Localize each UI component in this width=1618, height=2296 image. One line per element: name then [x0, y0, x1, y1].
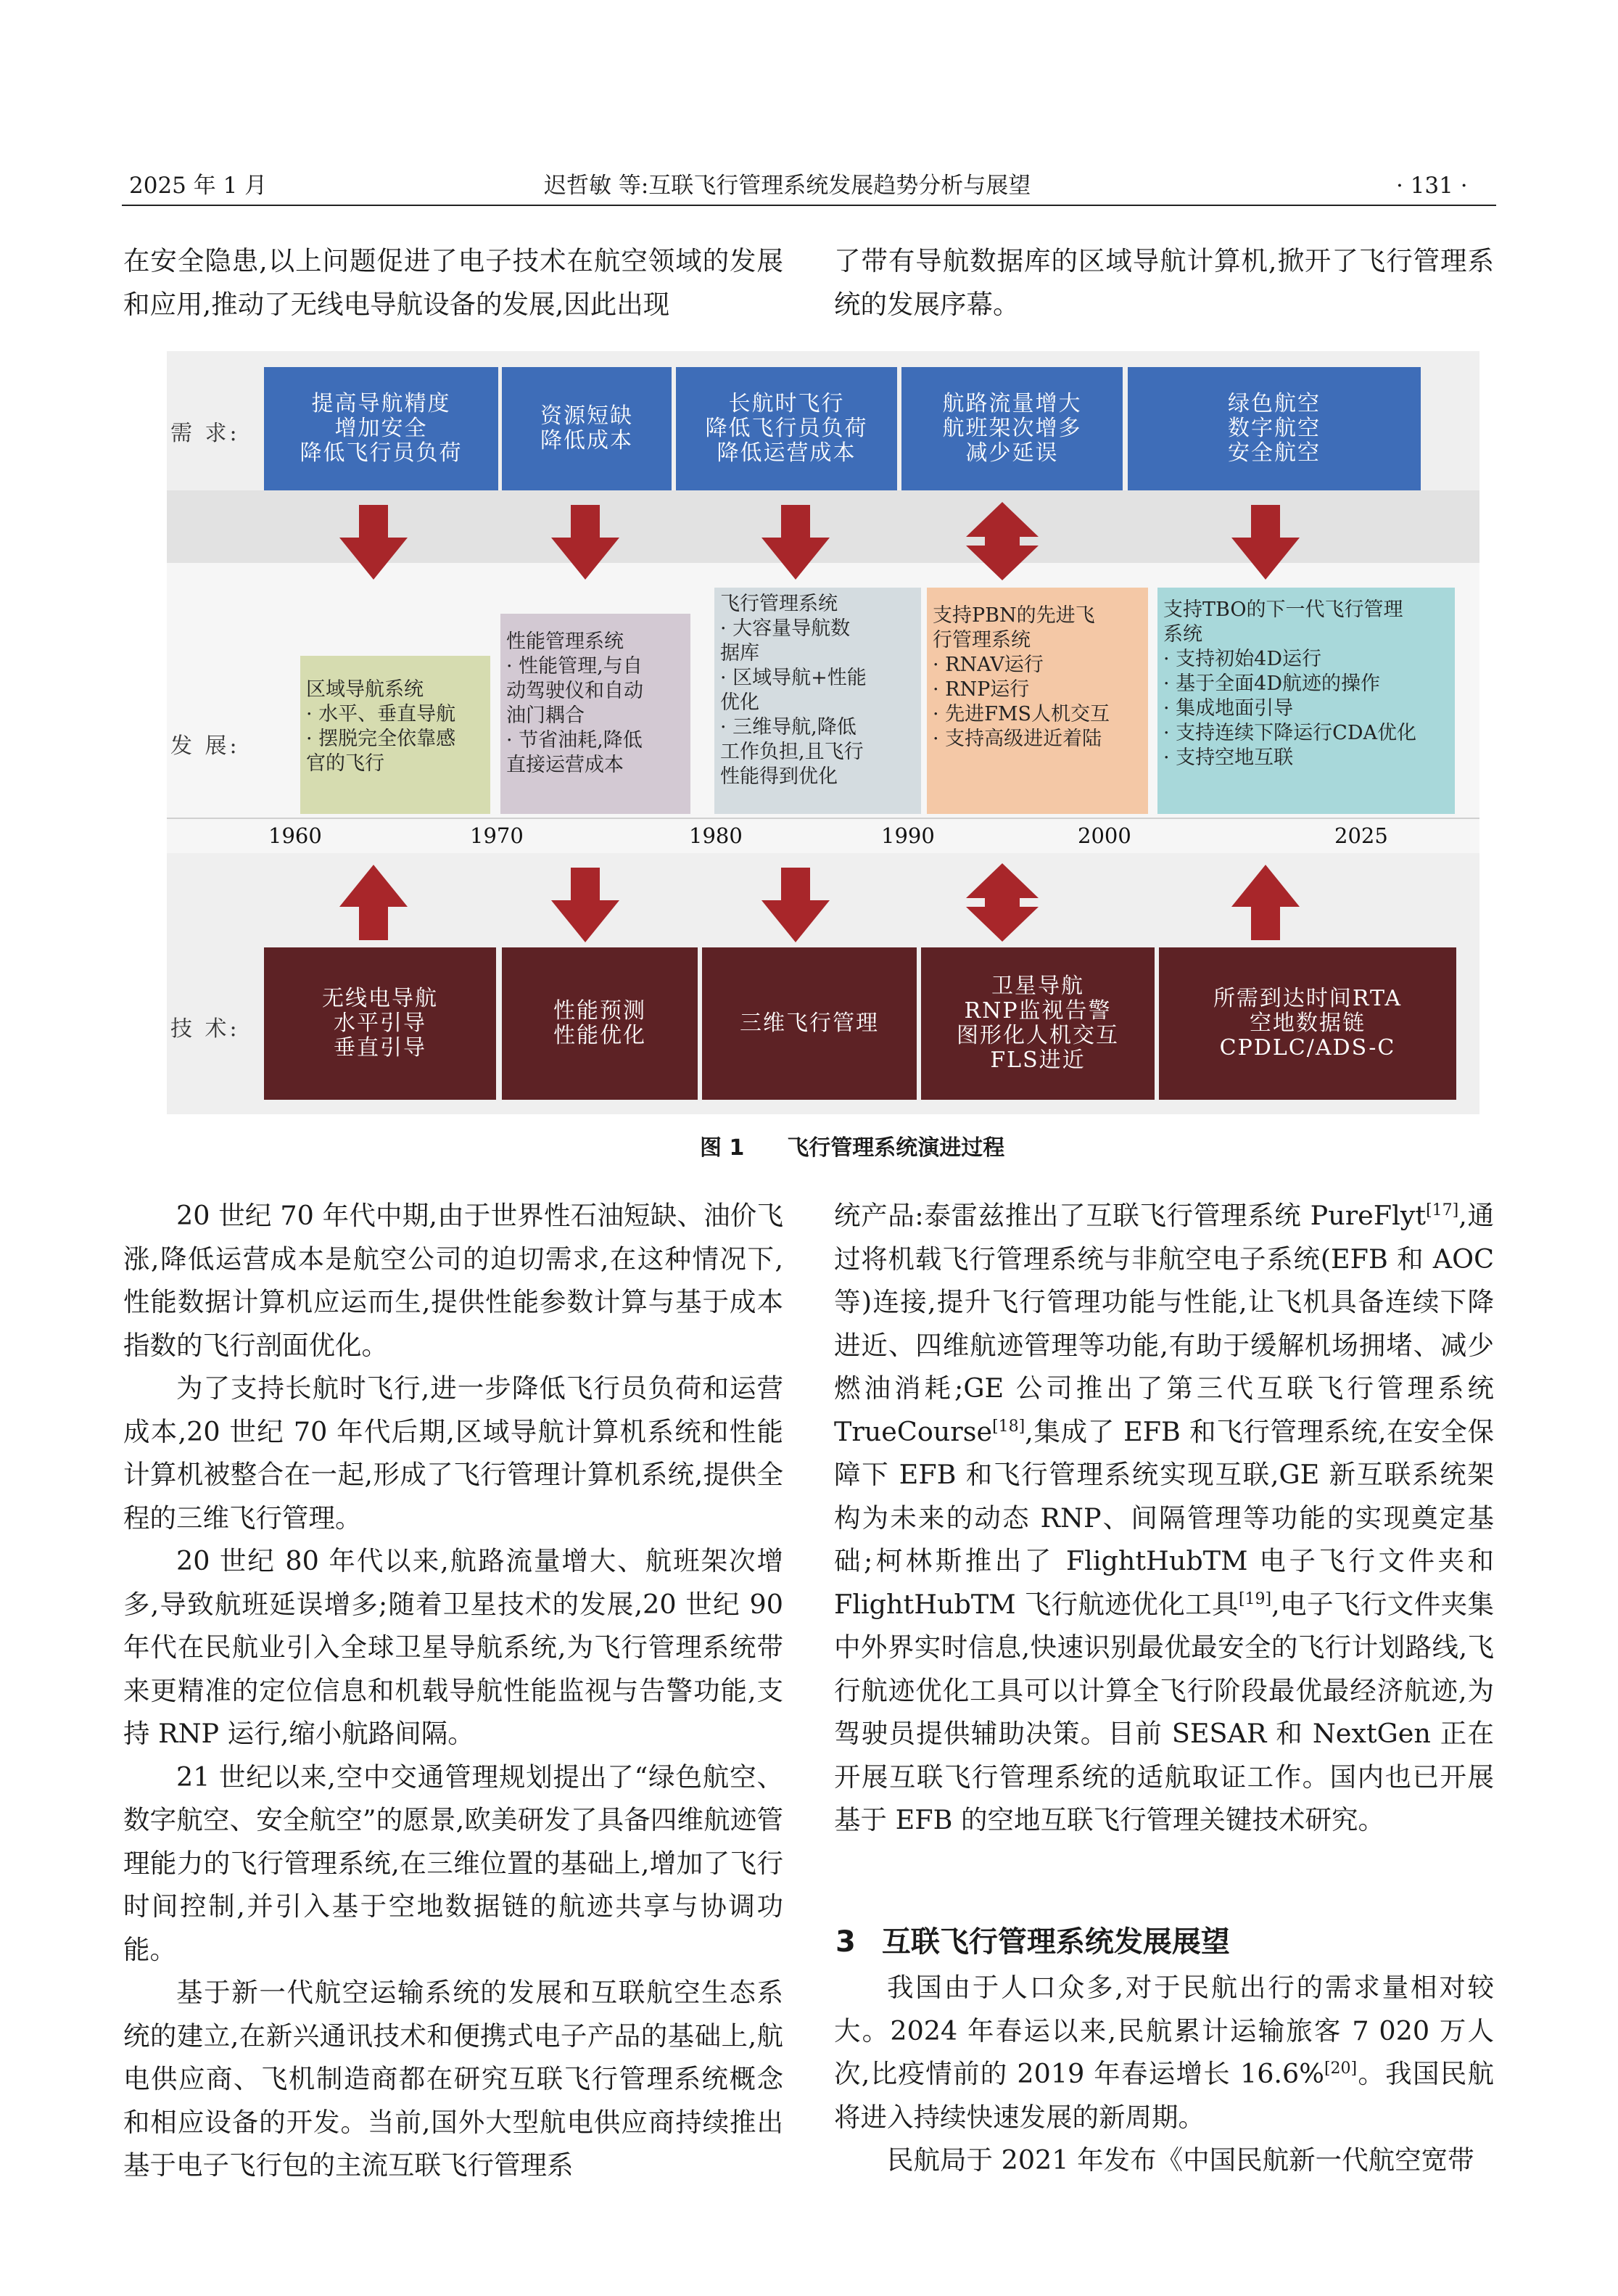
- tech-box-5: 所需到达时间RTA 空地数据链 CPDLC/ADS-C: [1159, 947, 1456, 1100]
- arrow-down-2: [551, 505, 619, 580]
- arrow-up-1: [339, 865, 408, 940]
- right-column: [834, 1194, 1494, 1842]
- tech-box-2: 性能预测 性能优化: [502, 947, 698, 1100]
- page-number: · 131 ·: [1396, 173, 1468, 199]
- header-date: 2025 年 1 月: [129, 173, 268, 199]
- need-box-2: 资源短缺 降低成本: [502, 367, 672, 490]
- right-p1-part-c: ,集成了 EFB 和飞行管理系统,在安全保障下 EFB 和飞行管理系统实现互联,GE 新互联系统架构为未来的动态 RNP、间隔管理等功能的实现奠定基础;柯林斯推出了 FlightHubTM 电子飞行文件夹和 FlightHubTM 飞行航迹优化工具: [834, 1415, 1494, 1620]
- tech-box-1: 无线电导航 水平引导 垂直引导: [264, 947, 496, 1100]
- year-1980: 1980: [689, 823, 743, 848]
- top-text-left-paragraph: 在安全隐患,以上问题促进了电子技术在航空领域的发展和应用,推动了无线电导航设备的发展,因此出现: [123, 245, 783, 320]
- citation-20: [20]: [1324, 2059, 1358, 2078]
- arrow-up-2: [1231, 865, 1300, 940]
- dev-box-3: 飞行管理系统 · 大容量导航数 据库 · 区域导航+性能 优化 · 三维导航,降低 工作负担,且飞行 性能得到优化: [714, 588, 921, 814]
- top-text-right-paragraph: 了带有导航数据库的区域导航计算机,掀开了飞行管理系统的发展序幕。: [834, 245, 1494, 320]
- figure-1: [167, 351, 1479, 1114]
- right-paragraph-2: [834, 1966, 1494, 2139]
- right-paragraph-3: 民航局于 2021 年发布《中国民航新一代航空宽带: [887, 2144, 1474, 2176]
- right-paragraph-1: [834, 1194, 1494, 1842]
- row-label-need: 需 求:: [170, 421, 240, 446]
- tech-box-3: 三维飞行管理: [702, 947, 917, 1100]
- right-p1-part-d: ,电子飞行文件夹集中外界实时信息,快速识别最优最安全的飞行计划路线,飞行航迹优化工具可以计算全飞行阶段最优最经济航迹,为驾驶员提供辅助决策。目前 SESAR 和 NextGen 正在开展互联飞行管理系统的适航取证工作。国内也已开展基于 EFB 的空地互联飞行管理关键技术研究。: [834, 1588, 1494, 1835]
- section-number: 3: [835, 1925, 856, 1959]
- dev-box-5: 支持TBO的下一代飞行管理 系统 · 支持初始4D运行 · 基于全面4D航迹的操作 · 集成地面引导 · 支持连续下降运行CDA优化 · 支持空地互联: [1157, 588, 1455, 814]
- left-paragraph-3: 20 世纪 80 年代以来,航路流量增大、航班架次增多,导致航班延误增多;随着卫星技术的发展,20 世纪 90 年代在民航业引入全球卫星导航系统,为飞行管理系统带来更精准的定位信息和机载导航性能监视与告警功能,支持 RNP 运行,缩小航路间隔。: [123, 1545, 783, 1749]
- caption-text: 飞行管理系统演进过程: [787, 1135, 1005, 1161]
- running-title: 迟哲敏 等:互联飞行管理系统发展趋势分析与展望: [544, 173, 1031, 199]
- left-column: [123, 1194, 783, 2187]
- row-label-tech: 技 术:: [170, 1016, 240, 1042]
- top-text-left: [123, 239, 783, 326]
- need-box-1: 提高导航精度 增加安全 降低飞行员负荷: [264, 367, 498, 490]
- header-rule: [122, 205, 1496, 206]
- arrow-down-6: [551, 868, 619, 942]
- arrow-updown-4: [966, 502, 1039, 580]
- figure-caption: [700, 1134, 1004, 1163]
- arrow-down-5: [1231, 505, 1300, 580]
- arrow-down-1: [339, 505, 408, 580]
- arrow-down-3: [761, 505, 830, 580]
- year-1990: 1990: [881, 823, 935, 848]
- citation-17: [17]: [1426, 1201, 1459, 1219]
- year-2000: 2000: [1078, 823, 1131, 848]
- right-p1-part-b: ,通过将机载飞行管理系统与非航空电子系统(EFB 和 AOC 等)连接,提升飞行管理功能与性能,让飞机具备连续下降进近、四维航迹管理等功能,有助于缓解机场拥堵、减少燃油消耗;GE 公司推出了第三代互联飞行管理系统 TrueCourse: [834, 1200, 1494, 1447]
- left-paragraph-2: 为了支持长航时飞行,进一步降低飞行员负荷和运营成本,20 世纪 70 年代后期,区域导航计算机系统和性能计算机被整合在一起,形成了飞行管理计算机系统,提供全程的三维飞行管理。: [123, 1373, 783, 1534]
- year-1960: 1960: [268, 823, 322, 848]
- right-p1-part-a: 统产品:泰雷兹推出了互联飞行管理系统 PureFlyt: [834, 1200, 1427, 1231]
- section-title: 互联飞行管理系统发展展望: [881, 1925, 1230, 1959]
- row-label-dev: 发 展:: [170, 733, 240, 759]
- citation-19: [19]: [1238, 1589, 1272, 1608]
- year-1970: 1970: [470, 823, 524, 848]
- caption-number: 图 1: [700, 1135, 745, 1161]
- left-paragraph-4: 21 世纪以来,空中交通管理规划提出了“绿色航空、数字航空、安全航空”的愿景,欧美研发了具备四维航迹管理能力的飞行管理系统,在三维位置的基础上,增加了飞行时间控制,并引入基于空地数据链的航迹共享与协调功能。: [123, 1761, 783, 1965]
- year-2025: 2025: [1334, 823, 1388, 848]
- arrow-down-7: [761, 868, 830, 942]
- dev-box-1: 区域导航系统 · 水平、垂直导航 · 摆脱完全依靠感 官的飞行: [300, 656, 490, 814]
- need-box-3: 长航时飞行 降低飞行员负荷 降低运营成本: [676, 367, 897, 490]
- section-heading: [835, 1924, 1230, 1960]
- top-text-right: [834, 239, 1494, 326]
- dev-box-2: 性能管理系统 · 性能管理,与自 动驾驶仪和自动 油门耦合 · 节省油耗,降低 直接运营成本: [500, 614, 690, 814]
- right-p2-part-a: 我国由于人口众多,对于民航出行的需求量相对较大。2024 年春运以来,民航累计运输旅客 7 020 万人次,比疫情前的 2019 年春运增长 16.6%: [834, 1972, 1494, 2089]
- right-p2-part-b: 。我国民航将进入持续快速发展的新周期。: [834, 2058, 1494, 2133]
- left-paragraph-5: 基于新一代航空运输系统的发展和互联航空生态系统的建立,在新兴通讯技术和便携式电子产品的基础上,航电供应商、飞机制造商都在研究互联飞行管理系统概念和相应设备的开发。当前,国外大型航电供应商持续推出基于电子飞行包的主流互联飞行管理系: [123, 1977, 783, 2181]
- right-column-section-3: [834, 1966, 1494, 2182]
- arrow-updown-8: [966, 863, 1039, 942]
- left-paragraph-1: 20 世纪 70 年代中期,由于世界性石油短缺、油价飞涨,降低运营成本是航空公司的迫切需求,在这种情况下,性能数据计算机应运而生,提供性能参数计算与基于成本指数的飞行剖面优化。: [123, 1200, 783, 1361]
- dev-box-4: 支持PBN的先进飞 行管理系统 · RNAV运行 · RNP运行 · 先进FMS人机交互 · 支持高级进近着陆: [927, 588, 1148, 814]
- citation-18: [18]: [992, 1417, 1025, 1436]
- need-box-4: 航路流量增大 航班架次增多 减少延误: [901, 367, 1123, 490]
- need-box-5: 绿色航空 数字航空 安全航空: [1128, 367, 1421, 490]
- tech-box-4: 卫星导航 RNP监视告警 图形化人机交互 FLS进近: [921, 947, 1155, 1100]
